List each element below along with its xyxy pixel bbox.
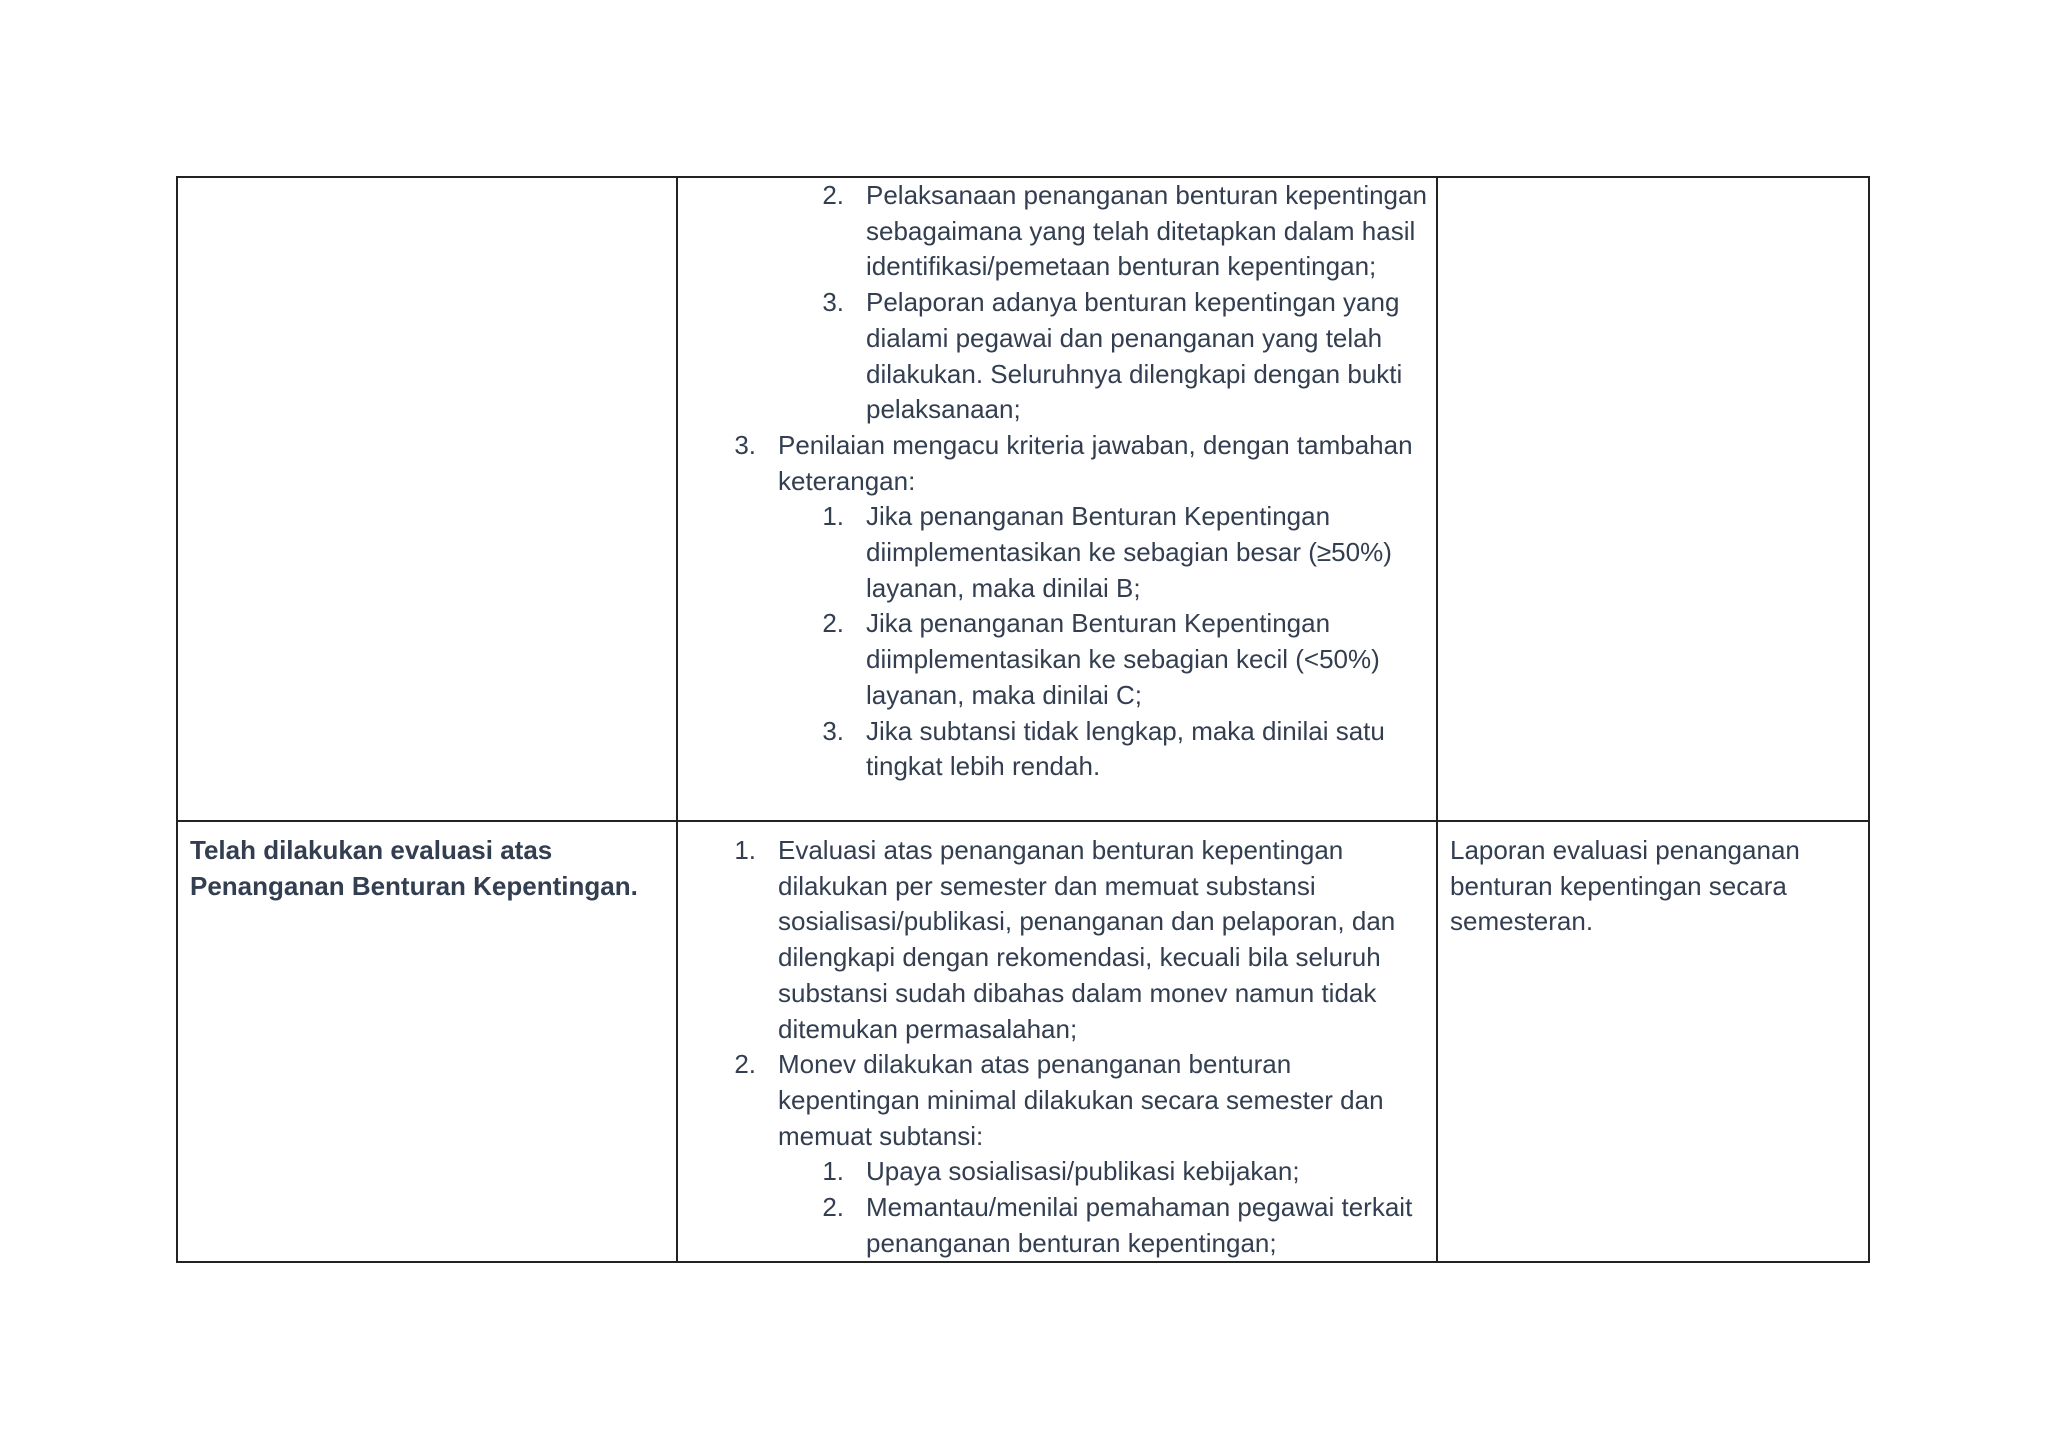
list-item-number: 1. (822, 501, 844, 532)
list-item-number: 2. (822, 1192, 844, 1223)
assessment-table (176, 176, 1870, 1263)
guidance-cell (677, 177, 1437, 821)
list-item-number: 3. (734, 429, 756, 460)
list-item (678, 1190, 1436, 1261)
criteria-text (178, 178, 676, 189)
list-item-text: Monev dilakukan atas penanganan benturan kepentingan minimal dilakukan secara semester dan memuat subtansi: (778, 1049, 1384, 1151)
list-item-text: Evaluasi atas penanganan benturan kepentingan dilakukan per semester dan memuat substansi sosialisasi/publikasi, penanganan dan pelaporan, dan dilengkapi dengan rekomendasi, kecuali bila seluruh substansi sudah dibahas dalam monev namun tidak ditemukan permasalahan; (778, 835, 1396, 1044)
list-item (678, 1154, 1436, 1190)
criteria-text: Telah dilakukan evaluasi atas Penanganan Benturan Kepentingan. (190, 835, 638, 901)
list-item-number: 2. (822, 180, 844, 210)
list-item (678, 178, 1436, 285)
evidence-text (1438, 178, 1868, 189)
list-item (678, 428, 1436, 499)
list-item-text: Upaya sosialisasi/publikasi kebijakan; (866, 1156, 1300, 1187)
list-item (678, 714, 1436, 785)
list-item-text: Jika penanganan Benturan Kepentingan diimplementasikan ke sebagian kecil (<50%) layanan, maka dinilai C; (866, 608, 1380, 710)
criteria-cell (177, 821, 677, 1262)
evidence-cell (1437, 821, 1869, 1262)
list-item-text: Pelaksanaan penanganan benturan kepentingan sebagaimana yang telah ditetapkan dalam hasil identifikasi/pemetaan benturan kepentingan; (866, 180, 1427, 282)
table-row (177, 177, 1869, 821)
list-item-text: Jika subtansi tidak lengkap, maka dinilai satu tingkat lebih rendah. (866, 715, 1385, 782)
guidance-list (678, 822, 1436, 1261)
list-item-number: 3. (822, 287, 844, 318)
guidance-cell (677, 821, 1437, 1262)
list-item-number: 1. (734, 835, 756, 865)
list-item (678, 1047, 1436, 1154)
evidence-cell (1437, 177, 1869, 821)
criteria-cell (177, 177, 677, 821)
list-item-number: 2. (734, 1049, 756, 1080)
evidence-text: Laporan evaluasi penanganan benturan kepentingan secara semesteran. (1450, 835, 1800, 937)
list-item (678, 285, 1436, 428)
list-item-number: 2. (822, 608, 844, 639)
list-item (678, 606, 1436, 713)
list-item-text: Jika penanganan Benturan Kepentingan diimplementasikan ke sebagian besar (≥50%) layanan, maka dinilai B; (866, 501, 1392, 603)
list-item-number: 1. (822, 1156, 844, 1187)
guidance-list (678, 178, 1436, 785)
list-item (678, 833, 1436, 1047)
list-item-text: Penilaian mengacu kriteria jawaban, dengan tambahan keterangan: (778, 429, 1413, 496)
list-item-number: 3. (822, 715, 844, 746)
list-item-text: Memantau/menilai pemahaman pegawai terkait penanganan benturan kepentingan; (866, 1192, 1413, 1258)
table-row (177, 821, 1869, 1262)
list-item-text: Pelaporan adanya benturan kepentingan yang dialami pegawai dan penanganan yang telah dilakukan. Seluruhnya dilengkapi dengan bukti pelaksanaan; (866, 287, 1403, 425)
list-item (678, 499, 1436, 606)
